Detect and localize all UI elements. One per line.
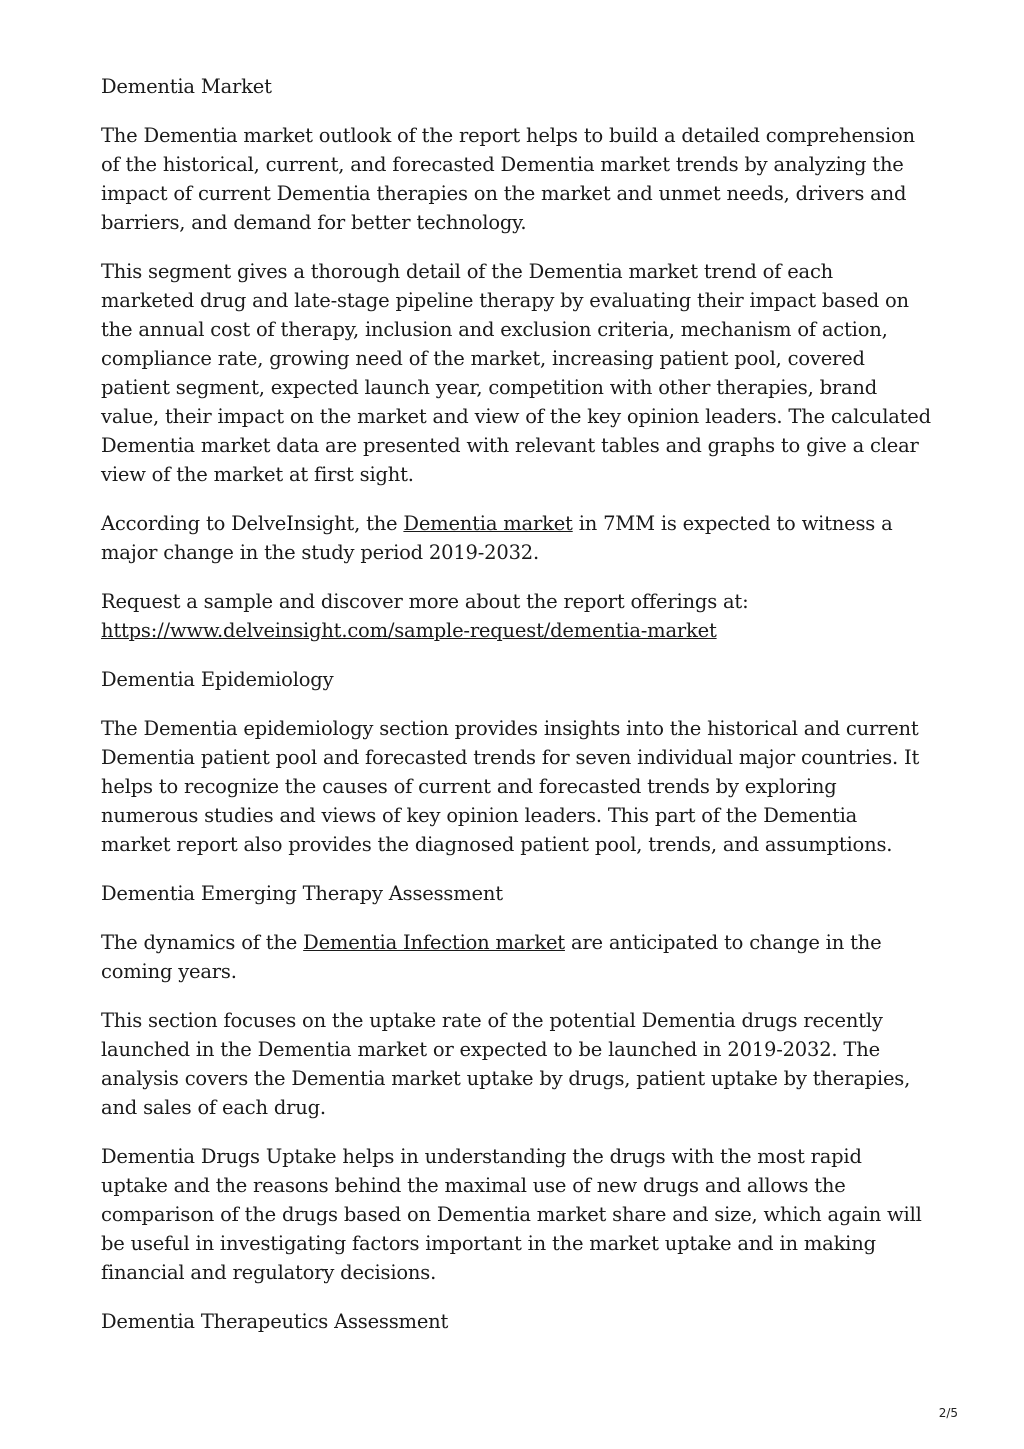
dementia-market-link[interactable]: Dementia market [403, 512, 573, 535]
paragraph-drugs-uptake: Dementia Drugs Uptake helps in understanding the drugs with the most rapid uptake and the reasons behind the maximal use of new drugs and allows the comparison of the drugs based on Dementia market share and size, which again will be useful in investigating factors important in the market uptake and in making financial and regulatory decisions. [101, 1145, 922, 1284]
text-fragment: in 7MM is expected to witness a major change in the study period 2019-2032. [101, 512, 893, 564]
paragraph-request-sample [101, 587, 931, 645]
text-fragment: According to DelveInsight, the [101, 512, 404, 535]
dementia-infection-market-link[interactable]: Dementia Infection market [303, 931, 565, 954]
section-heading-emerging-therapy: Dementia Emerging Therapy Assessment [101, 882, 503, 905]
document-page [101, 72, 931, 1356]
page-number: 2/5 [938, 1406, 958, 1420]
section-heading-therapeutics: Dementia Therapeutics Assessment [101, 1310, 449, 1333]
sample-request-link[interactable]: https://www.delveinsight.com/sample-request/dementia-market [101, 619, 717, 642]
section-heading-market: Dementia Market [101, 75, 272, 98]
text-fragment: The dynamics of the [101, 931, 304, 954]
paragraph-dynamics [101, 928, 931, 986]
paragraph-market-delveinsight [101, 509, 931, 567]
section-heading-epidemiology: Dementia Epidemiology [101, 668, 334, 691]
text-fragment: are anticipated to change in the coming years. [101, 931, 882, 983]
paragraph-market-trend: This segment gives a thorough detail of the Dementia market trend of each marketed drug and late-stage pipeline therapy by evaluating their impact based on the annual cost of therapy, inclusion and exclusion criteria, mechanism of action, compliance rate, growing need of the market, increasing patient pool, covered patient segment, expected launch year, competition with other therapies, brand value, their impact on the market and view of the key opinion leaders. The calculated Dementia market data are presented with relevant tables and graphs to give a clear view of the market at first sight. [101, 260, 931, 486]
paragraph-epidemiology: The Dementia epidemiology section provides insights into the historical and current Dementia patient pool and forecasted trends for seven individual major countries. It helps to recognize the causes of current and forecasted trends by exploring numerous studies and views of key opinion leaders. This part of the Dementia market report also provides the diagnosed patient pool, trends, and assumptions. [101, 717, 920, 856]
paragraph-uptake-rate: This section focuses on the uptake rate of the potential Dementia drugs recently launched in the Dementia market or expected to be launched in 2019-2032. The analysis covers the Dementia market uptake by drugs, patient uptake by therapies, and sales of each drug. [101, 1009, 911, 1119]
paragraph-market-outlook: The Dementia market outlook of the report helps to build a detailed comprehension of the historical, current, and forecasted Dementia market trends by analyzing the impact of current Dementia therapies on the market and unmet needs, drivers and barriers, and demand for better technology. [101, 124, 915, 234]
request-text: Request a sample and discover more about the report offerings at: [101, 590, 749, 613]
